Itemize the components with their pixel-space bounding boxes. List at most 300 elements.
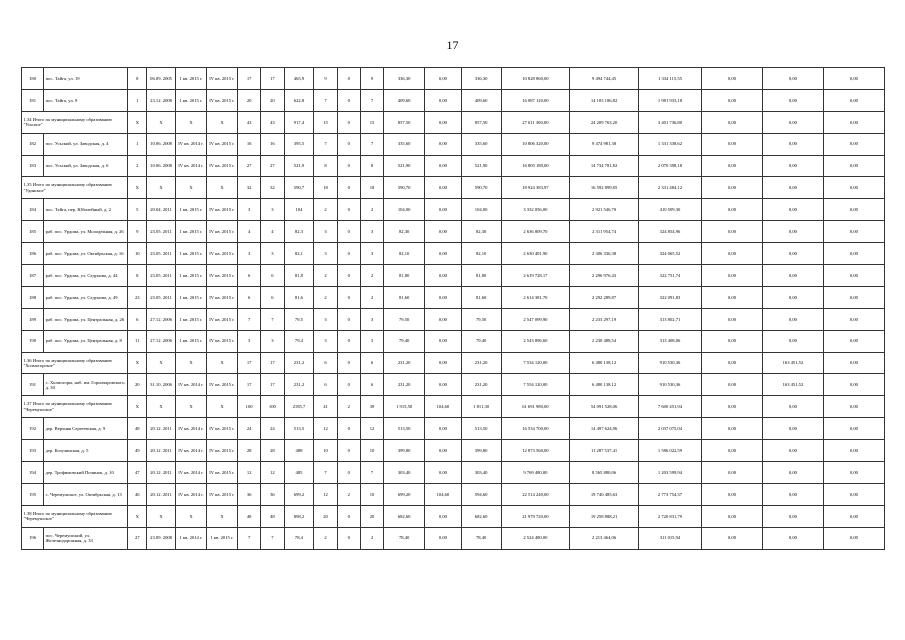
value-cell: 1 кв. 2015 г. bbox=[175, 308, 206, 330]
value-cell: 399,80 bbox=[384, 440, 425, 462]
value-cell: 0,00 bbox=[823, 483, 884, 505]
value-cell: 24 bbox=[238, 418, 261, 440]
value-cell: 2 bbox=[360, 286, 383, 308]
value-cell: 0,00 bbox=[823, 418, 884, 440]
value-cell: 231,20 bbox=[461, 374, 501, 396]
value-cell: 1 кв. 2015 г. bbox=[175, 89, 206, 111]
value-cell: 6 480 138,12 bbox=[570, 374, 639, 396]
value-cell: 28 bbox=[238, 440, 261, 462]
value-cell: 2 543 896,60 bbox=[501, 330, 570, 352]
value-cell: 0,00 bbox=[762, 308, 823, 330]
value-cell: 2 233 297,19 bbox=[570, 308, 639, 330]
row-number: 193 bbox=[22, 440, 44, 462]
value-cell: 2 bbox=[128, 155, 147, 177]
value-cell: 399,80 bbox=[461, 440, 501, 462]
value-cell: 0,00 bbox=[823, 308, 884, 330]
value-cell: 2 619 728,17 bbox=[501, 265, 570, 287]
value-cell: X bbox=[175, 352, 206, 374]
value-cell: 0,00 bbox=[823, 330, 884, 352]
value-cell: X bbox=[147, 505, 176, 527]
value-cell: 0,00 bbox=[702, 483, 763, 505]
value-cell: 2 037 075,04 bbox=[638, 418, 701, 440]
value-cell: 104,60 bbox=[425, 396, 462, 418]
value-cell: 303,40 bbox=[461, 462, 501, 484]
value-cell: 163 451,52 bbox=[762, 352, 823, 374]
value-cell: 3 bbox=[238, 243, 261, 265]
value-cell: IV кв. 2015 г. bbox=[206, 199, 237, 221]
value-cell: 54 091 528,06 bbox=[570, 396, 639, 418]
value-cell: 0 bbox=[337, 527, 360, 549]
value-cell: 917,4 bbox=[284, 111, 314, 133]
value-cell: 313 802,71 bbox=[638, 308, 701, 330]
value-cell: 313 408,06 bbox=[638, 330, 701, 352]
value-cell: 23.12. 2008 bbox=[147, 89, 176, 111]
address-cell: пос. Усьский, ул. Заводская, д. 6 bbox=[44, 155, 128, 177]
value-cell: IV кв. 2015 г. bbox=[206, 462, 237, 484]
value-cell: 43 bbox=[238, 111, 261, 133]
row-number: 185 bbox=[22, 221, 44, 243]
value-cell: 0,00 bbox=[425, 177, 462, 199]
value-cell: 0 bbox=[337, 68, 360, 90]
table-row bbox=[22, 330, 885, 352]
value-cell: 2 614 381,70 bbox=[501, 286, 570, 308]
value-cell: 0 bbox=[337, 418, 360, 440]
value-cell: 0,00 bbox=[702, 330, 763, 352]
value-cell: 488 bbox=[284, 440, 314, 462]
value-cell: 322 751,74 bbox=[638, 265, 701, 287]
value-cell: 6 480 138,12 bbox=[570, 352, 639, 374]
value-cell: 324 854,96 bbox=[638, 221, 701, 243]
value-cell: 10 806 320,00 bbox=[501, 133, 570, 155]
value-cell: 1 кв. 2014 г. bbox=[175, 527, 206, 549]
table-row bbox=[22, 265, 885, 287]
value-cell: 0,00 bbox=[425, 89, 462, 111]
value-cell: 2 bbox=[314, 265, 337, 287]
value-cell: 0,00 bbox=[762, 286, 823, 308]
value-cell: IV кв. 2015 г. bbox=[206, 133, 237, 155]
value-cell: 5 bbox=[128, 199, 147, 221]
value-cell: 23.05. 2011 bbox=[147, 243, 176, 265]
value-cell: 9 494 744,45 bbox=[570, 68, 639, 90]
value-cell: 16 592 899,85 bbox=[570, 177, 639, 199]
value-cell: 1 334 115,55 bbox=[638, 68, 701, 90]
value-cell: 6 bbox=[238, 286, 261, 308]
address-cell: раб. пос. Урдома, ул. Центральная, д. 8 bbox=[44, 330, 128, 352]
value-cell: 6 bbox=[360, 352, 383, 374]
value-cell: 521,90 bbox=[384, 155, 425, 177]
value-cell: 231,20 bbox=[461, 352, 501, 374]
value-cell: 82,1 bbox=[284, 243, 314, 265]
value-cell: 16 bbox=[238, 133, 261, 155]
value-cell: 17 bbox=[238, 374, 261, 396]
value-cell: 0,00 bbox=[702, 505, 763, 527]
value-cell: 2 bbox=[337, 483, 360, 505]
value-cell: 335,60 bbox=[384, 133, 425, 155]
value-cell: 0 bbox=[337, 177, 360, 199]
value-cell: 20 bbox=[360, 505, 383, 527]
value-cell: 0,00 bbox=[762, 155, 823, 177]
value-cell: 6 bbox=[128, 308, 147, 330]
page-number: 17 bbox=[446, 38, 459, 52]
value-cell: 7 bbox=[238, 308, 261, 330]
value-cell: 104 bbox=[284, 199, 314, 221]
value-cell: 7 bbox=[261, 308, 284, 330]
table-row bbox=[22, 440, 885, 462]
value-cell: 0 bbox=[337, 308, 360, 330]
value-cell: 0,00 bbox=[762, 440, 823, 462]
address-cell: пос. Тайга, ул. 19 bbox=[44, 68, 128, 90]
value-cell: 0,00 bbox=[823, 155, 884, 177]
value-cell: 231,20 bbox=[384, 352, 425, 374]
value-cell: IV кв. 2015 г. bbox=[206, 483, 237, 505]
table-row bbox=[22, 68, 885, 90]
value-cell: 2 bbox=[314, 286, 337, 308]
row-number: 183 bbox=[22, 155, 44, 177]
value-cell: X bbox=[147, 396, 176, 418]
value-cell: 2 524 480,00 bbox=[501, 527, 570, 549]
value-cell: 15 bbox=[314, 111, 337, 133]
value-cell: 0,00 bbox=[823, 440, 884, 462]
value-cell: 0,00 bbox=[762, 221, 823, 243]
table-row bbox=[22, 527, 885, 549]
value-cell: 335,60 bbox=[461, 133, 501, 155]
value-cell: 2 547 099,90 bbox=[501, 308, 570, 330]
value-cell: 1 кв. 2015 г. bbox=[175, 68, 206, 90]
value-cell: 0 bbox=[337, 374, 360, 396]
value-cell: 3 bbox=[360, 221, 383, 243]
value-cell: 0,00 bbox=[762, 177, 823, 199]
value-cell: 100 bbox=[238, 396, 261, 418]
value-cell: 0,00 bbox=[762, 505, 823, 527]
value-cell: 0,00 bbox=[823, 177, 884, 199]
value-cell: 82,30 bbox=[384, 221, 425, 243]
value-cell: 20.12. 2011 bbox=[147, 418, 176, 440]
subtotal-row bbox=[22, 177, 885, 199]
value-cell: 36 bbox=[261, 483, 284, 505]
value-cell: 28 bbox=[261, 440, 284, 462]
value-cell: 1 915,50 bbox=[384, 396, 425, 418]
value-cell: 39 bbox=[360, 396, 383, 418]
value-cell: 2 070 398,18 bbox=[638, 155, 701, 177]
value-cell: 23.09. 2008 bbox=[147, 527, 176, 549]
value-cell: 82,10 bbox=[384, 243, 425, 265]
value-cell: 78,4 bbox=[284, 527, 314, 549]
value-cell: 0,00 bbox=[762, 133, 823, 155]
value-cell: 6 bbox=[360, 374, 383, 396]
value-cell: 0 bbox=[337, 286, 360, 308]
row-number: 195 bbox=[22, 483, 44, 505]
value-cell: 16 534 700,00 bbox=[501, 418, 570, 440]
value-cell: 78,40 bbox=[384, 527, 425, 549]
value-cell: 0 bbox=[337, 330, 360, 352]
value-cell: 20 bbox=[314, 505, 337, 527]
table-row bbox=[22, 133, 885, 155]
value-cell: X bbox=[147, 177, 176, 199]
value-cell: 6 bbox=[261, 286, 284, 308]
value-cell: IV кв. 2015 г. bbox=[206, 221, 237, 243]
value-cell: 20.04. 2011 bbox=[147, 199, 176, 221]
address-cell: раб. пос. Урдома, ул. Октябрьская, д. 16 bbox=[44, 243, 128, 265]
value-cell: 409,60 bbox=[384, 89, 425, 111]
value-cell: 79,40 bbox=[461, 330, 501, 352]
value-cell: X bbox=[128, 352, 147, 374]
value-cell: 3 332 056,00 bbox=[501, 199, 570, 221]
address-cell: раб. пос. Урдома, ул. Седунова, д. 49 bbox=[44, 286, 128, 308]
value-cell: 0,00 bbox=[425, 374, 462, 396]
value-cell: 521,90 bbox=[461, 155, 501, 177]
table-row bbox=[22, 286, 885, 308]
value-cell: IV кв. 2015 г. bbox=[206, 68, 237, 90]
value-cell: 0,00 bbox=[425, 265, 462, 287]
value-cell: 311 015,94 bbox=[638, 527, 701, 549]
value-cell: 303,40 bbox=[384, 462, 425, 484]
value-cell: 3 bbox=[314, 221, 337, 243]
value-cell: 20 bbox=[261, 89, 284, 111]
value-cell: IV кв. 2015 г. bbox=[206, 374, 237, 396]
value-cell: 27 bbox=[128, 527, 147, 549]
value-cell: X bbox=[128, 505, 147, 527]
value-cell: 18 bbox=[360, 177, 383, 199]
value-cell: 0 bbox=[337, 265, 360, 287]
value-cell: 36 bbox=[238, 483, 261, 505]
value-cell: X bbox=[206, 177, 237, 199]
value-cell: 590,70 bbox=[384, 177, 425, 199]
value-cell: 10.06. 2008 bbox=[147, 133, 176, 155]
value-cell: 231,2 bbox=[284, 352, 314, 374]
value-cell: 521,9 bbox=[284, 155, 314, 177]
value-cell: 2 bbox=[360, 265, 383, 287]
value-cell: 61 691 980,00 bbox=[501, 396, 570, 418]
value-cell: 41 bbox=[314, 396, 337, 418]
value-cell: 10.06. 2008 bbox=[147, 155, 176, 177]
value-cell: 7 554 120,00 bbox=[501, 374, 570, 396]
value-cell: 2 230 488,54 bbox=[570, 330, 639, 352]
value-cell: 20.12. 2011 bbox=[147, 462, 176, 484]
row-number: 181 bbox=[22, 89, 44, 111]
value-cell: 0,00 bbox=[762, 396, 823, 418]
row-number: 187 bbox=[22, 265, 44, 287]
value-cell: 3 bbox=[261, 199, 284, 221]
value-cell: 0,00 bbox=[702, 440, 763, 462]
value-cell: IV кв. 2015 г. bbox=[206, 286, 237, 308]
value-cell: 395,5 bbox=[284, 133, 314, 155]
value-cell: 0 bbox=[337, 199, 360, 221]
value-cell: 9 bbox=[128, 221, 147, 243]
value-cell: 0,00 bbox=[823, 374, 884, 396]
value-cell: 0,00 bbox=[823, 243, 884, 265]
value-cell: 17 bbox=[238, 68, 261, 90]
value-cell: 47 bbox=[128, 462, 147, 484]
value-cell: IV кв. 2014 г. bbox=[175, 155, 206, 177]
value-cell: 0,00 bbox=[762, 330, 823, 352]
value-cell: 1 bbox=[128, 133, 147, 155]
subtotal-row bbox=[22, 111, 885, 133]
value-cell: 22 514 240,00 bbox=[501, 483, 570, 505]
value-cell: 79,4 bbox=[284, 330, 314, 352]
table-row bbox=[22, 89, 885, 111]
address-cell: раб. пос. Урдома, ул. Седунова, д. 44 bbox=[44, 265, 128, 287]
value-cell: X bbox=[175, 505, 206, 527]
value-cell: 11 287 537,41 bbox=[570, 440, 639, 462]
value-cell: 81,8 bbox=[284, 265, 314, 287]
value-cell: 682,60 bbox=[384, 505, 425, 527]
row-number: 180 bbox=[22, 68, 44, 90]
value-cell: 82,30 bbox=[461, 221, 501, 243]
value-cell: 82,10 bbox=[461, 243, 501, 265]
value-cell: 898,2 bbox=[284, 505, 314, 527]
value-cell: 0,00 bbox=[762, 527, 823, 549]
value-cell: 81,6 bbox=[284, 286, 314, 308]
subtotal-row bbox=[22, 505, 885, 527]
value-cell: 1 кв. 2015 г. bbox=[175, 221, 206, 243]
value-cell: 0,00 bbox=[823, 505, 884, 527]
value-cell: 0,00 bbox=[762, 89, 823, 111]
value-cell: 1 981 933,18 bbox=[638, 89, 701, 111]
value-cell: 3 bbox=[360, 243, 383, 265]
value-cell: 2 773 754,37 bbox=[638, 483, 701, 505]
value-cell: 336,30 bbox=[384, 68, 425, 90]
value-cell: 857,50 bbox=[461, 111, 501, 133]
value-cell: 0,00 bbox=[702, 396, 763, 418]
value-cell: 6 bbox=[261, 265, 284, 287]
value-cell: 0,00 bbox=[823, 527, 884, 549]
value-cell: 4 bbox=[261, 221, 284, 243]
value-cell: 513,50 bbox=[384, 418, 425, 440]
table-row bbox=[22, 374, 885, 396]
value-cell: 8 bbox=[314, 155, 337, 177]
value-cell: 1 кв. 2015 г. bbox=[175, 243, 206, 265]
value-cell: 17 bbox=[238, 352, 261, 374]
value-cell: 104,00 bbox=[461, 199, 501, 221]
value-cell: IV кв. 2015 г. bbox=[206, 243, 237, 265]
value-cell: 0,00 bbox=[425, 330, 462, 352]
value-cell: 32 bbox=[238, 177, 261, 199]
value-cell: 513,5 bbox=[284, 418, 314, 440]
value-cell: 23.05. 2011 bbox=[147, 286, 176, 308]
value-cell: X bbox=[128, 396, 147, 418]
value-cell: X bbox=[175, 396, 206, 418]
table-row bbox=[22, 243, 885, 265]
value-cell: 0,00 bbox=[702, 89, 763, 111]
value-cell: 48 bbox=[128, 418, 147, 440]
value-cell: 513,50 bbox=[461, 418, 501, 440]
value-cell: 12 bbox=[261, 462, 284, 484]
table-row bbox=[22, 221, 885, 243]
value-cell: 2 296 976,43 bbox=[570, 265, 639, 287]
value-cell: 0,00 bbox=[702, 527, 763, 549]
value-cell: 910 530,36 bbox=[638, 374, 701, 396]
value-cell: 682,60 bbox=[461, 505, 501, 527]
value-cell: 0,00 bbox=[823, 396, 884, 418]
value-cell: 2 311 954,74 bbox=[570, 221, 639, 243]
table-row bbox=[22, 462, 885, 484]
table-row bbox=[22, 308, 885, 330]
value-cell: 18 924 383,97 bbox=[501, 177, 570, 199]
value-cell: 79,50 bbox=[461, 308, 501, 330]
value-cell: IV кв. 2015 г. bbox=[206, 155, 237, 177]
value-cell: 0,00 bbox=[702, 462, 763, 484]
value-cell: 0 bbox=[337, 352, 360, 374]
value-cell: 0,00 bbox=[702, 133, 763, 155]
value-cell: 0,00 bbox=[702, 177, 763, 199]
row-number: 189 bbox=[22, 308, 44, 330]
address-cell: пос. Черемушский, ул. Железнодорожная, д. 33 bbox=[44, 527, 128, 549]
value-cell: 1 кв. 2015 г. bbox=[206, 527, 237, 549]
value-cell: X bbox=[147, 352, 176, 374]
value-cell: 9 bbox=[360, 68, 383, 90]
address-cell: дер. Верхняя Сергеевская, д. 9 bbox=[44, 418, 128, 440]
value-cell: 0,00 bbox=[823, 221, 884, 243]
table-row bbox=[22, 418, 885, 440]
value-cell: 2 bbox=[337, 396, 360, 418]
value-cell: 20 bbox=[128, 374, 147, 396]
value-cell: 12 bbox=[314, 418, 337, 440]
value-cell: 14 734 781,82 bbox=[570, 155, 639, 177]
value-cell: 27 bbox=[238, 155, 261, 177]
row-number: 184 bbox=[22, 199, 44, 221]
value-cell: 15 bbox=[360, 111, 383, 133]
value-cell: 8 bbox=[360, 155, 383, 177]
address-cell: раб. пос. Урдома, ул. Молодёжная, д. 26 bbox=[44, 221, 128, 243]
value-cell: 4 bbox=[238, 221, 261, 243]
value-cell: 46 bbox=[128, 483, 147, 505]
value-cell: 1 кв. 2015 г. bbox=[175, 199, 206, 221]
value-cell: 0,00 bbox=[702, 243, 763, 265]
value-cell: 11 bbox=[128, 330, 147, 352]
table-row bbox=[22, 199, 885, 221]
value-cell: 410 509,30 bbox=[638, 199, 701, 221]
value-cell: 322 091,83 bbox=[638, 286, 701, 308]
value-cell: 3 bbox=[314, 308, 337, 330]
value-cell: 7 bbox=[314, 462, 337, 484]
value-cell: 0,00 bbox=[762, 462, 823, 484]
value-cell: 231,20 bbox=[384, 374, 425, 396]
subtotal-label: 1.37 Итого по муниципальному образованию "Черемушское" bbox=[22, 396, 128, 418]
value-cell: IV кв. 2014 г. bbox=[175, 418, 206, 440]
value-cell: 7 bbox=[360, 133, 383, 155]
value-cell: 0,00 bbox=[823, 286, 884, 308]
value-cell: 0,00 bbox=[702, 352, 763, 374]
value-cell: 0,00 bbox=[425, 352, 462, 374]
value-cell: 0,00 bbox=[702, 308, 763, 330]
value-cell: 3 bbox=[261, 243, 284, 265]
value-cell: 9 bbox=[314, 68, 337, 90]
value-cell: X bbox=[147, 111, 176, 133]
value-cell: 2 331 484,12 bbox=[638, 177, 701, 199]
value-cell: 699,2 bbox=[284, 483, 314, 505]
value-cell: 9 474 981,38 bbox=[570, 133, 639, 155]
value-cell: 0,00 bbox=[425, 155, 462, 177]
value-cell: 1 кв. 2015 г. bbox=[175, 265, 206, 287]
value-cell: 3 bbox=[261, 330, 284, 352]
address-cell: дер. Трофимовский Починок, д. 10 bbox=[44, 462, 128, 484]
value-cell: 0,00 bbox=[823, 133, 884, 155]
value-cell: 6 bbox=[314, 374, 337, 396]
value-cell: 19 258 888,21 bbox=[570, 505, 639, 527]
value-cell: 1 bbox=[128, 89, 147, 111]
value-cell: 10 bbox=[314, 440, 337, 462]
value-cell: 3 bbox=[238, 330, 261, 352]
value-cell: 6 bbox=[314, 352, 337, 374]
row-number: 182 bbox=[22, 133, 44, 155]
value-cell: 12 bbox=[314, 483, 337, 505]
value-cell: 1 кв. 2015 г. bbox=[175, 286, 206, 308]
value-cell: 20.12. 2011 bbox=[147, 483, 176, 505]
value-cell: 0 bbox=[337, 462, 360, 484]
value-cell: 49 bbox=[128, 440, 147, 462]
value-cell: 409,60 bbox=[461, 89, 501, 111]
row-number: 196 bbox=[22, 527, 44, 549]
